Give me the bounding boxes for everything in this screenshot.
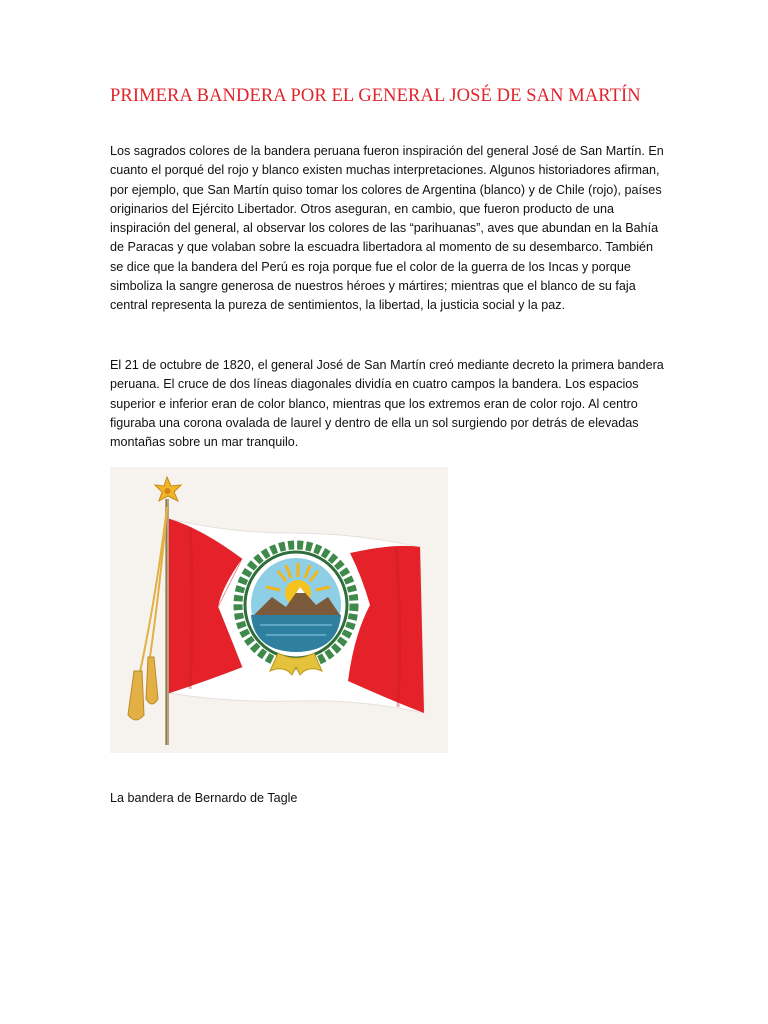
page-title: PRIMERA BANDERA POR EL GENERAL JOSÉ DE SAN MARTÍN (110, 86, 641, 106)
image-caption: La bandera de Bernardo de Tagle (110, 791, 298, 805)
paragraph-first-flag-decree: El 21 de octubre de 1820, el general José de San Martín creó mediante decreto la primera bandera peruana. El cruce de dos líneas diagonales dividía en cuatro campos la bandera. Los espacios superior e inferior eran de color blanco, mientras que los extremos eran de color rojo. Al centro figuraba una corona ovalada de laurel y dentro de ella un sol surgiendo por detrás de elevadas montañas sobre un mar tranquilo. (110, 358, 664, 450)
paragraph-colors-origin: Los sagrados colores de la bandera peruana fueron inspiración del general José de San Martín. En cuanto el porqué del rojo y blanco existen muchas interpretaciones. Algunos historiadores afirman, por ejemplo, que San Martín quiso tomar los colores de Argentina (blanco) y de Chile (rojo), países originarios del Ejército Libertador. Otros aseguran, en cambio, que fueron producto de una inspiración del general, al observar los colores de las “parihuanas”, aves que abundan en la Bahía de Paracas y que volaban sobre la escuadra libertadora al momento de su desembarco. También se dice que la bandera del Perú es roja porque fue el color de la guerra de los Incas y porque simboliza la sangre generosa de nuestros héroes y mártires; mientras que el blanco de su faja central representa la pureza de sentimientos, la libertad, la justicia social y la paz. (110, 144, 664, 313)
flag-illustration (110, 467, 448, 753)
flag-pole (165, 499, 169, 745)
